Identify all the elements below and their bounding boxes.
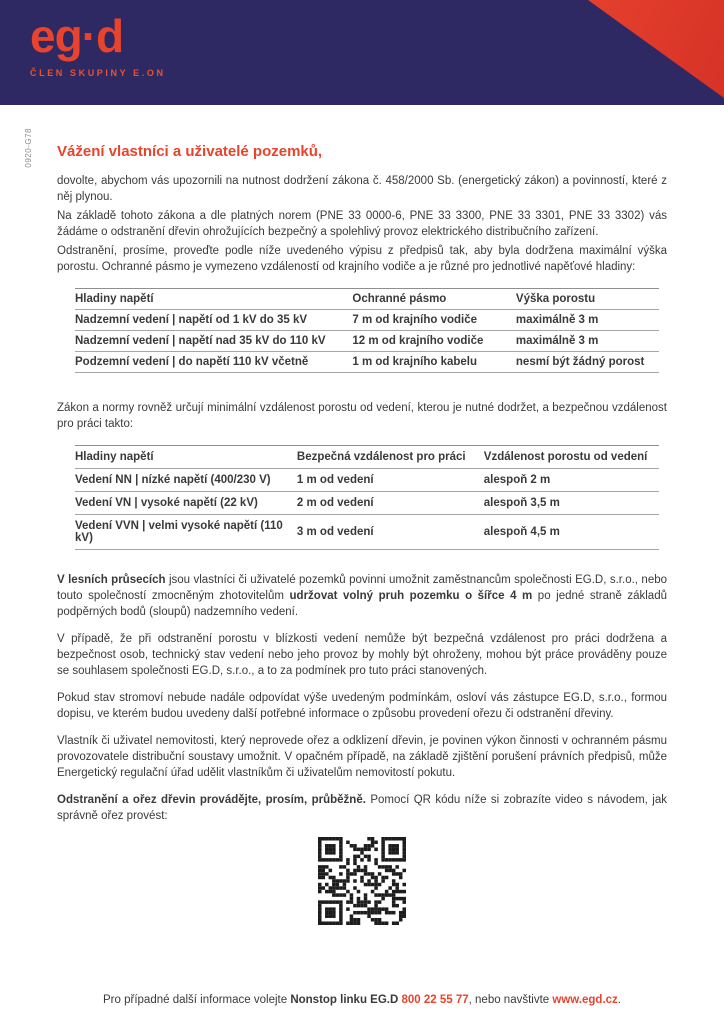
table-cell: 12 m od krajního vodiče <box>352 331 516 352</box>
table-cell: maximálně 3 m <box>516 310 659 331</box>
table-row <box>75 310 659 331</box>
paragraph-notification-letter: Pokud stav stromoví nebude nadále odpovídat výše uvedeným podmínkám, osloví vás zástupce EG.D, s.r.o., formou dopisu, ve kterém budou uvedeny další potřebné informace o způsobu provedení ořezu či odstranění dřeviny. <box>57 692 667 720</box>
table-cell: alespoň 4,5 m <box>484 515 659 550</box>
column-header: Hladiny napětí <box>75 446 297 469</box>
bold-text: Odstranění a ořez dřevin provádějte, prosím, průběžně. <box>57 794 366 806</box>
obligations-section <box>57 572 667 824</box>
qr-code-container <box>57 837 667 925</box>
protection-zone-table <box>75 288 659 373</box>
table-cell: 2 m od vedení <box>297 492 484 515</box>
paragraph-intro-2: Na základě tohoto zákona a dle platných norem (PNE 33 0000-6, PNE 33 3300, PNE 33 3301, PNE 33 3302) vás žádáme o odstranění dřevin ohrožujících bezpečný a spolehlivý provoz elektrického distribučního zařízení. <box>57 210 667 238</box>
table-row <box>75 492 659 515</box>
table-cell: alespoň 2 m <box>484 469 659 492</box>
table-cell: 1 m od krajního kabelu <box>352 352 516 373</box>
header-diagonal-shape <box>588 0 724 98</box>
table-cell: 1 m od vedení <box>297 469 484 492</box>
paragraph-qr-instruction: Odstranění a ořez dřevin provádějte, prosím, průběžně. Pomocí QR kódu níže si zobrazíte video s návodem, jak správně ořez provést: <box>57 794 667 822</box>
column-header: Vzdálenost porostu od vedení <box>484 446 659 469</box>
table-row <box>75 515 659 550</box>
paragraph-between-tables: Zákon a normy rovněž určují minimální vzdálenost porostu od vedení, kterou je nutné dodržet, a bezpečnou vzdálenost pro práci takto: <box>57 402 667 430</box>
table-header-row <box>75 446 659 469</box>
column-header: Ochranné pásmo <box>352 289 516 310</box>
table-row <box>75 331 659 352</box>
header <box>0 0 724 105</box>
website-link[interactable]: www.egd.cz <box>552 994 618 1006</box>
table-header-row <box>75 289 659 310</box>
form-code-vertical: 0920-G78 <box>24 128 33 168</box>
bold-text: V lesních průsecích <box>57 574 166 586</box>
footer-contact-line <box>0 994 724 1006</box>
footer-text: , nebo navštivte <box>468 994 553 1006</box>
table-cell: alespoň 3,5 m <box>484 492 659 515</box>
table-cell: Podzemní vedení | do napětí 110 kV včetně <box>75 352 352 373</box>
footer-text: Pro případné další informace volejte <box>103 994 291 1006</box>
table-cell: Nadzemní vedení | napětí nad 35 kV do 110 kV <box>75 331 352 352</box>
column-header: Bezpečná vzdálenost pro práci <box>297 446 484 469</box>
table-cell: nesmí být žádný porost <box>516 352 659 373</box>
phone-number: 800 22 55 77 <box>401 994 469 1006</box>
letter-body <box>0 105 724 925</box>
footer-text: . <box>617 994 621 1006</box>
column-header: Hladiny napětí <box>75 289 352 310</box>
intro-section <box>57 173 667 275</box>
table-row <box>75 469 659 492</box>
table-cell: Vedení NN | nízké napětí (400/230 V) <box>75 469 297 492</box>
table-cell: 3 m od vedení <box>297 515 484 550</box>
paragraph-forest-corridors: V lesních průsecích jsou vlastníci či uživatelé pozemků povinni umožnit zaměstnancům společnosti EG.D, s.r.o., nebo touto společností zmocněným zhotovitelům udržovat volný pruh pozemku o šířce 4 m po jedné straně základů podpěrných bodů (sloupů) nadzemního vedení. <box>57 574 668 618</box>
paragraph-intro-3: Odstranění, prosíme, proveďte podle níže uvedeného výpisu z předpisů tak, aby byla dodržena maximální výška porostu. Ochranné pásmo je vymezeno vzdáleností od krajního vodiče a je různé pro jednotlivé napěťové hladiny: <box>57 245 667 273</box>
table-cell: Vedení VN | vysoké napětí (22 kV) <box>75 492 297 515</box>
table-cell: 7 m od krajního vodiče <box>352 310 516 331</box>
bold-text: udržovat volný pruh pozemku o šířce 4 m <box>289 590 533 602</box>
table-cell: Nadzemní vedení | napětí od 1 kV do 35 kV <box>75 310 352 331</box>
table-row <box>75 352 659 373</box>
brand-block <box>30 10 166 78</box>
qr-code <box>318 837 406 925</box>
paragraph-owner-obligation: Vlastník či uživatel nemovitosti, který neprovede ořez a odklizení dřevin, je povinen výkon činnosti v ochranném pásmu provozovatele distribuční soustavy umožnit. V opačném případě, na základě zjištění porušení právních předpisů, může Energetický regulační úřad udělit vlastníkům či uživatelům nemovitostí pokutu. <box>57 735 667 779</box>
logo-tagline: ČLEN SKUPINY E.ON <box>30 68 166 78</box>
paragraph-safe-removal: V případě, že při odstranění porostu v blízkosti vedení nemůže být bezpečná vzdálenost pro práci dodržena a bezpečnost osob, technický stav vedení nebo jeho provoz by mohly být ohroženy, mohou být práce prováděny pouze se souhlasem společnosti EG.D, s.r.o., a to za podmínek pro tuto práci stanovených. <box>57 633 667 677</box>
table-cell: Vedení VVN | velmi vysoké napětí (110 kV) <box>75 515 297 550</box>
egd-logo: eg·d <box>30 10 124 62</box>
paragraph-intro-1: dovolte, abychom vás upozornili na nutnost dodržení zákona č. 458/2000 Sb. (energetický zákon) a povinností, které z něj plynou. <box>57 175 667 203</box>
table-cell: maximálně 3 m <box>516 331 659 352</box>
page-title: Vážení vlastníci a uživatelé pozemků, <box>57 143 323 160</box>
nonstop-line-label: Nonstop linku EG.D <box>290 994 402 1006</box>
column-header: Výška porostu <box>516 289 659 310</box>
safe-distance-table <box>75 445 659 550</box>
